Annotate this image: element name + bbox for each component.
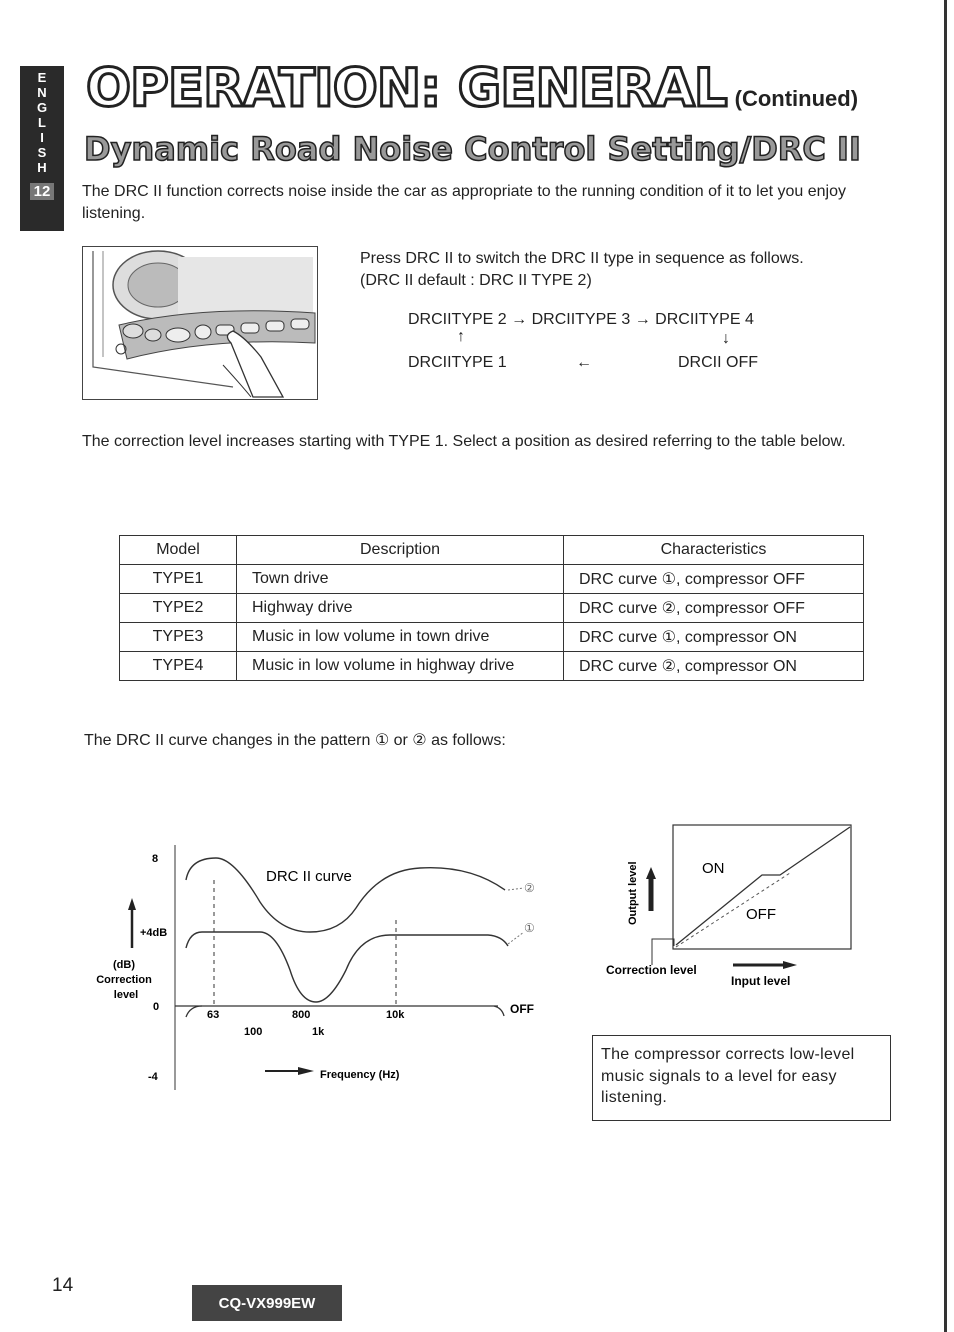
lang-letter: N (37, 85, 47, 100)
cell-model: TYPE4 (120, 652, 237, 681)
curve-note: The DRC II curve changes in the pattern ① or ② as follows: (84, 732, 506, 749)
y-unit-label: (dB) (113, 959, 135, 971)
header-description: Description (237, 536, 564, 565)
title-main: OPERATION: GENERAL (86, 58, 727, 119)
table-row (120, 652, 864, 681)
type-sequence (408, 308, 808, 378)
cell-model: TYPE2 (120, 594, 237, 623)
compressor-note-box: The compressor corrects low-level music signals to a level for easy listening. (592, 1035, 891, 1121)
curve-2-mark: ② (524, 881, 535, 895)
freq-tick-10k: 10k (386, 1009, 405, 1021)
y-axis-label-1: Correction (96, 974, 152, 986)
cell-description: Highway drive (237, 594, 564, 623)
lang-letter: G (36, 100, 48, 115)
y-tick-minus4: -4 (148, 1071, 158, 1083)
cell-characteristics: DRC curve ①, compressor OFF (564, 565, 864, 594)
y-axis-label: Output level (627, 861, 639, 925)
lang-letter: H (37, 160, 47, 175)
compressor-graph (600, 815, 860, 1000)
lang-letter: I (40, 130, 44, 145)
y-tick-0: 0 (153, 1001, 160, 1013)
left-arrow-icon: ← (576, 354, 592, 371)
cell-model: TYPE1 (120, 565, 237, 594)
plus4-label: +4dB (140, 927, 168, 939)
curve-1-mark: ① (524, 921, 535, 935)
sequence-off: DRCII OFF (678, 354, 758, 371)
table-row (120, 623, 864, 652)
sequence-type1: DRCIITYPE 1 (408, 354, 507, 371)
page-title (86, 58, 858, 119)
language-tab (20, 66, 64, 231)
model-badge: CQ-VX999EW (192, 1285, 342, 1321)
freq-tick-100: 100 (244, 1026, 263, 1038)
drc-curve-graph (90, 840, 550, 1100)
table-row (120, 565, 864, 594)
freq-tick-63: 63 (207, 1009, 220, 1021)
cell-description: Music in low volume in town drive (237, 623, 564, 652)
page-number: 14 (52, 1275, 74, 1296)
cell-description: Town drive (237, 565, 564, 594)
cell-description: Music in low volume in highway drive (237, 652, 564, 681)
off-label: OFF (510, 1002, 534, 1016)
up-arrow-icon: ↑ (457, 328, 465, 345)
cell-characteristics: DRC curve ②, compressor OFF (564, 594, 864, 623)
title-continued: (Continued) (734, 86, 859, 111)
header-model: Model (120, 536, 237, 565)
instruction-line-2: (DRC II default : DRC II TYPE 2) (360, 272, 592, 289)
lang-letter: S (37, 145, 47, 160)
header-characteristics: Characteristics (564, 536, 864, 565)
on-label: ON (702, 860, 725, 877)
lang-letter: E (37, 70, 47, 85)
instruction-text (360, 248, 860, 292)
y-axis-label-2: level (113, 989, 139, 1001)
freq-tick-1k: 1k (312, 1026, 325, 1038)
table-row (120, 594, 864, 623)
section-title: Dynamic Road Noise Control Setting/DRC II (84, 130, 861, 168)
correction-paragraph: The correction level increases starting with TYPE 1. Select a position as desired referring to the table below. (82, 433, 846, 450)
section-number: 12 (30, 183, 55, 200)
cell-characteristics: DRC curve ②, compressor ON (564, 652, 864, 681)
cell-characteristics: DRC curve ①, compressor ON (564, 623, 864, 652)
x-axis-label: Frequency (Hz) (320, 1069, 400, 1081)
off-label: OFF (746, 906, 776, 923)
intro-paragraph: The DRC II function corrects noise inside the car as appropriate to the running condition of it to let you enjoy listening. (82, 183, 846, 222)
sequence-row: DRCIITYPE 2 → DRCIITYPE 3 → DRCIITYPE 4 (408, 311, 754, 328)
freq-tick-800: 800 (292, 1009, 311, 1021)
cell-model: TYPE3 (120, 623, 237, 652)
curve-label: DRC II curve (266, 868, 352, 885)
table-header-row (120, 536, 864, 565)
x-axis-label-2: Input level (731, 974, 791, 988)
instruction-line-1: Press DRC II to switch the DRC II type in sequence as follows. (360, 250, 804, 267)
page-edge-rule (944, 0, 947, 1332)
x-axis-label-1: Correction level (606, 963, 697, 977)
drc-type-table (119, 535, 864, 681)
y-tick-8: 8 (152, 853, 159, 865)
lang-letter: L (38, 115, 46, 130)
device-illustration (82, 246, 318, 400)
down-arrow-icon: ↓ (722, 330, 730, 347)
